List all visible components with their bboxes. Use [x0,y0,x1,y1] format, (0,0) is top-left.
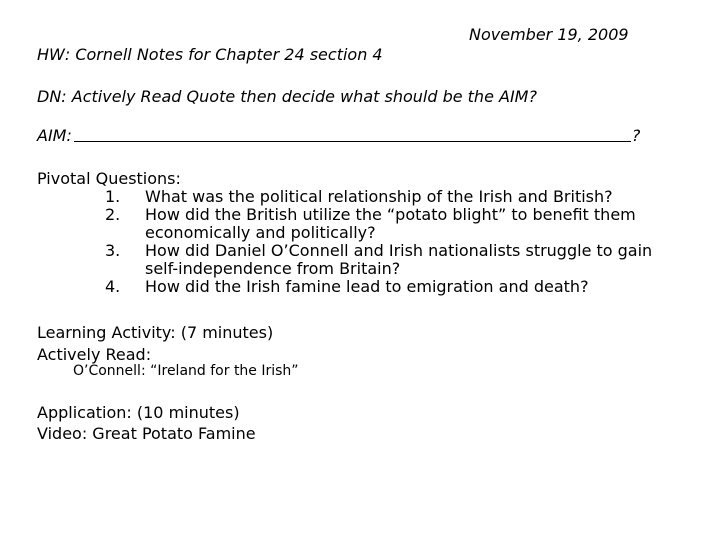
question-number: 1. [105,187,121,206]
question-item [37,206,665,242]
aim-line [37,126,640,145]
date: November 19, 2009 [469,25,629,44]
question-item [37,278,665,296]
question-text: How did the British utilize the “potato blight” to benefit them economically and politically? [145,205,636,242]
learning-activity-item: O’Connell: “Ireland for the Irish” [73,363,299,379]
question-item [37,188,665,206]
question-text: How did the Irish famine lead to emigration and death? [145,277,589,296]
aim-end: ? [631,126,641,145]
aim-label: AIM: [37,126,72,145]
question-number: 3. [105,241,121,260]
question-number: 4. [105,277,121,296]
homework-line: HW: Cornell Notes for Chapter 24 section 4 [37,45,383,64]
question-number: 2. [105,205,121,224]
question-item [37,242,665,278]
question-text: How did Daniel O’Connell and Irish nationalists struggle to gain self-independence from Britain? [145,241,653,278]
application-heading: Application: (10 minutes) [37,403,240,422]
learning-activity-heading: Learning Activity: (7 minutes) [37,323,274,342]
pivotal-questions-heading: Pivotal Questions: [37,169,181,188]
pivotal-questions-list [37,188,677,296]
do-now-line: DN: Actively Read Quote then decide what should be the AIM? [37,87,537,106]
aim-blank [74,127,631,142]
learning-activity-subheading: Actively Read: [37,345,152,364]
pivotal-questions [37,170,677,296]
application-subheading: Video: Great Potato Famine [37,424,256,443]
question-text: What was the political relationship of the Irish and British? [145,187,613,206]
